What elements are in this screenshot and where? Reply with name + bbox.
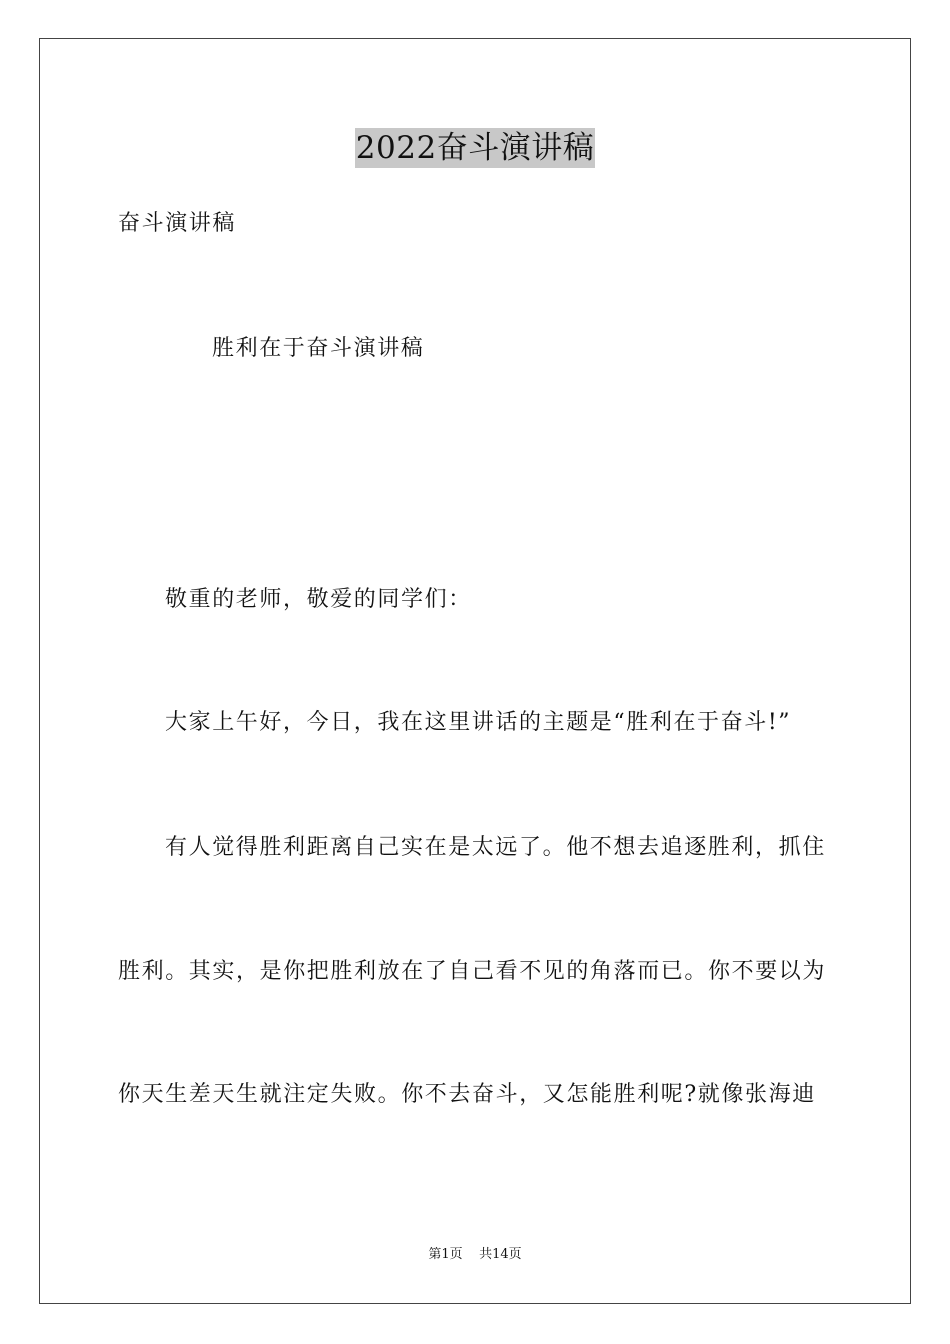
paragraph-1: 大家上午好，今日，我在这里讲话的主题是“胜利在于奋斗!” [165,710,792,735]
page-footer [0,1246,950,1264]
greeting-line: 敬重的老师，敬爱的同学们： [165,587,472,612]
paragraph-2-line-1: 有人觉得胜利距离自己实在是太远了。他不想去追逐胜利，抓住 [165,835,826,860]
page-number: 第1页 [428,1247,463,1262]
paragraph-2-line-3: 你天生差天生就注定失败。你不去奋斗，又怎能胜利呢?就像张海迪 [118,1082,816,1107]
speech-title: 胜利在于奋斗演讲稿 [212,336,425,361]
title-container [0,128,950,168]
paragraph-2-line-2: 胜利。其实，是你把胜利放在了自己看不见的角落而已。你不要以为 [118,959,827,984]
total-pages: 共14页 [479,1247,522,1262]
document-subtitle: 奋斗演讲稿 [118,211,237,236]
document-title: 2022奋斗演讲稿 [355,130,595,166]
